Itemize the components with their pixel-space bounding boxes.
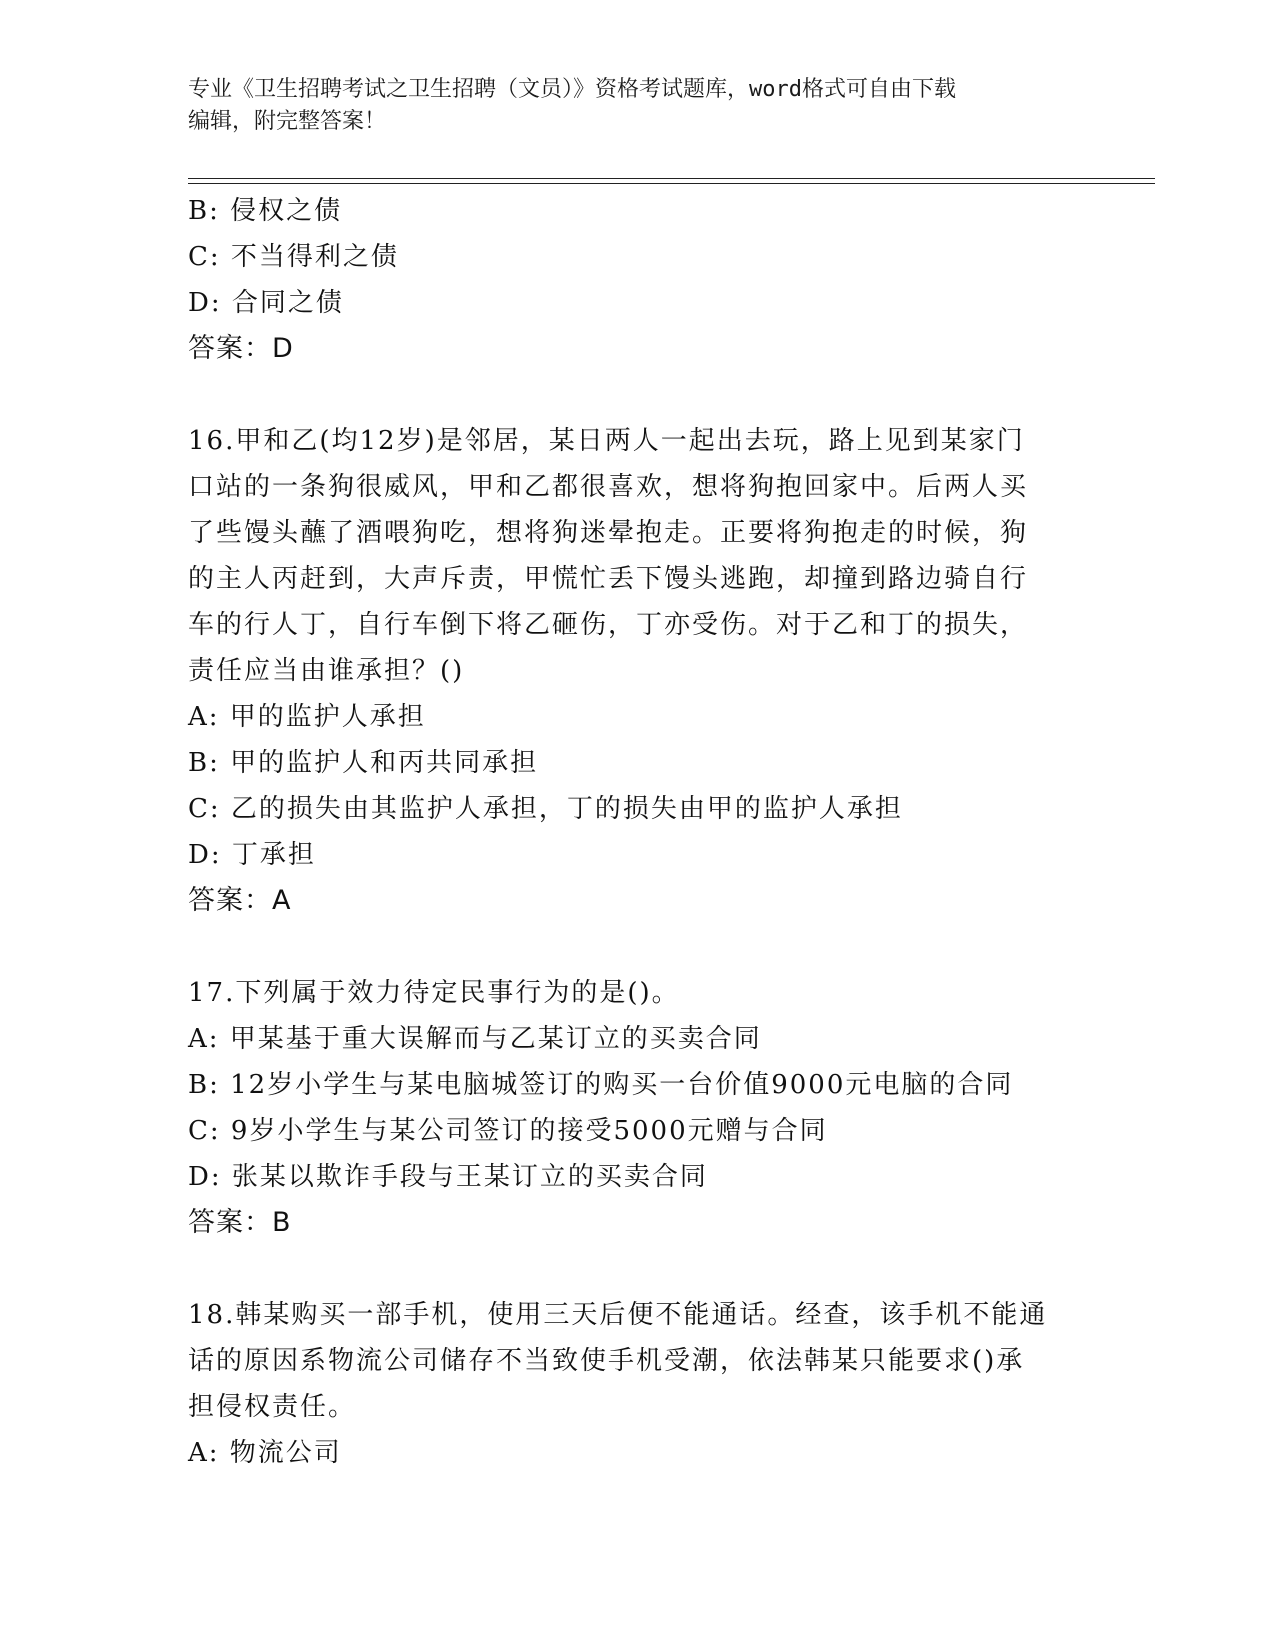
question-15-tail	[188, 188, 1088, 372]
header-rule-top	[188, 178, 1155, 179]
option-b: B: 甲的监护人和丙共同承担	[188, 748, 539, 778]
question-stem-line: 话的原因系物流公司储存不当致使手机受潮，依法韩某只能要求()承	[188, 1346, 1025, 1376]
question-17	[188, 970, 1088, 1246]
header-line-2: 编辑，附完整答案！	[188, 109, 387, 134]
option-a: A: 物流公司	[188, 1438, 342, 1468]
header-line-1: 专业《卫生招聘考试之卫生招聘（文员）》资格考试题库，word格式可自由下载	[188, 77, 956, 102]
answer-line: 答案：D	[188, 333, 294, 364]
question-stem-line: 18.韩某购买一部手机，使用三天后便不能通话。经查，该手机不能通	[188, 1300, 1048, 1330]
spacer	[188, 924, 1088, 970]
option-c: C: 9岁小学生与某公司签订的接受5000元赠与合同	[188, 1116, 828, 1146]
answer-line: 答案：B	[188, 1207, 292, 1238]
answer-line: 答案：A	[188, 885, 292, 916]
document-body	[188, 188, 1088, 1476]
option-b: B: 12岁小学生与某电脑城签订的购买一台价值9000元电脑的合同	[188, 1070, 1014, 1100]
question-16	[188, 418, 1088, 924]
option-d: D: 张某以欺诈手段与王某订立的买卖合同	[188, 1162, 708, 1192]
question-stem-line: 了些馒头蘸了酒喂狗吃，想将狗迷晕抱走。正要将狗抱走的时候，狗	[188, 518, 1029, 548]
question-18	[188, 1292, 1088, 1476]
option-b: B: 侵权之债	[188, 196, 343, 226]
question-stem-line: 17.下列属于效力待定民事行为的是()。	[188, 978, 680, 1008]
question-stem-line: 16.甲和乙(均12岁)是邻居，某日两人一起出去玩，路上见到某家门	[188, 426, 1025, 456]
option-a: A: 甲某基于重大误解而与乙某订立的买卖合同	[188, 1024, 762, 1054]
question-stem-line: 的主人丙赶到，大声斥责，甲慌忙丢下馒头逃跑，却撞到路边骑自行	[188, 564, 1029, 594]
question-stem-line: 责任应当由谁承担？()	[188, 656, 465, 686]
spacer	[188, 1246, 1088, 1292]
header-rule-bottom	[188, 183, 1155, 184]
question-stem-line: 车的行人丁，自行车倒下将乙砸伤，丁亦受伤。对于乙和丁的损失，	[188, 610, 1029, 640]
option-d: D: 丁承担	[188, 840, 316, 870]
option-a: A: 甲的监护人承担	[188, 702, 426, 732]
page-header	[188, 74, 1068, 138]
option-d: D: 合同之债	[188, 288, 344, 318]
question-stem-line: 担侵权责任。	[188, 1392, 357, 1422]
option-c: C: 乙的损失由其监护人承担，丁的损失由甲的监护人承担	[188, 794, 903, 824]
option-c: C: 不当得利之债	[188, 242, 399, 272]
question-stem-line: 口站的一条狗很威风，甲和乙都很喜欢，想将狗抱回家中。后两人买	[188, 472, 1029, 502]
spacer	[188, 372, 1088, 418]
